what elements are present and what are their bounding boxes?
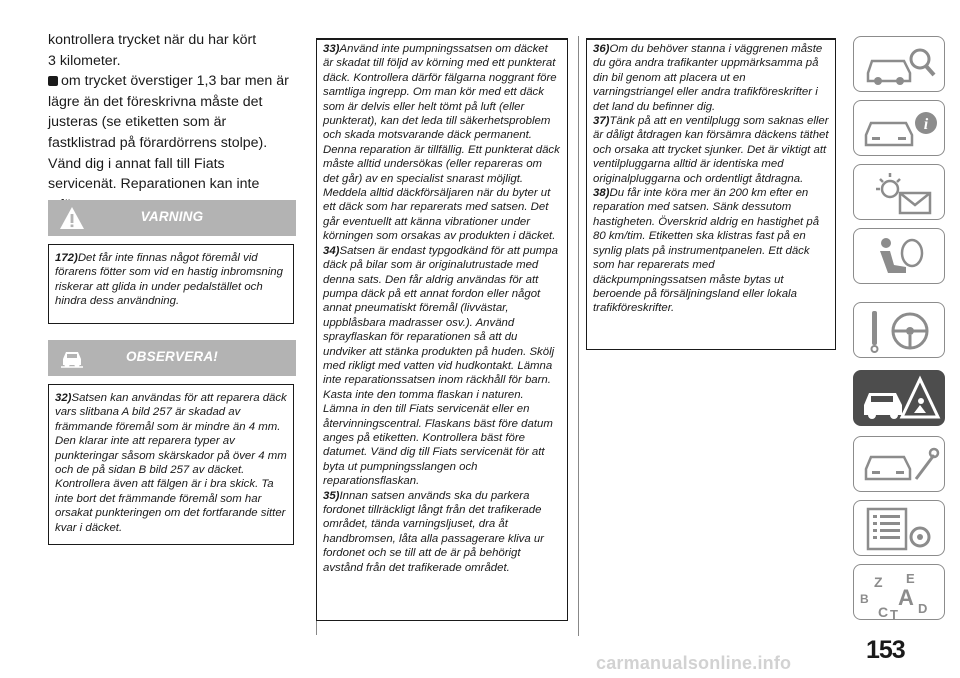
index-letter-b: B	[860, 592, 869, 606]
sidebar-tab-index[interactable]	[853, 564, 945, 620]
notice-title: OBSERVERA!	[125, 349, 218, 364]
note-38: 38)Du får inte köra mer än 200 km efter en reparation med satsen. Sänk dessutom hastigheten. Överskrid aldrig en hastighet på 80 km/tim. Etiketten ska klistras fast på en synlig plats på instrumentpanelen. Ett däck som har reparerats med däckpumpningssatsen måste bytas ut beroende på försäljningsland eller lokala trafikföreskrifter.	[593, 187, 820, 315]
car-service-icon	[854, 437, 946, 493]
column-divider	[578, 36, 579, 636]
sidebar-tab-driving[interactable]	[853, 302, 945, 358]
warning-lights-icon	[854, 165, 946, 221]
warning-header	[48, 200, 296, 236]
notice-text: 32)Satsen kan användas för att reparera däck vars slitbana A bild 257 är skadad av främmande föremål som är mindre än 4 mm. Den klarar inte att reparera typer av punkteringar såsom skärskador på över 4 mm och de på sidan B bild 257 av däcket. Kontrollera även att fälgen är i bra skick. Ta inte bort det främmande föremål som har orsakat punkteringen om det fortfarande sitter kvar i däcket.	[55, 392, 287, 534]
watermark: carmanualsonline.info	[596, 653, 792, 673]
index-letter-d: D	[918, 601, 928, 616]
intro-line-2: 3 kilometer.	[48, 52, 121, 69]
specifications-list-icon	[854, 501, 946, 557]
index-letter-t: T	[890, 607, 898, 621]
emergency-car-triangle-icon	[854, 371, 946, 427]
note-37: 37)Tänk på att en ventilplugg som saknas eller är dåligt åtdragen kan försämra däckens täthet och orsaka att trycket sjunker. Det är viktigt att ventilpluggarna alltid är identiska med originalpluggarna och ordentligt åtdragna.	[593, 115, 829, 185]
steering-wheel-icon	[854, 303, 946, 359]
sidebar-tab-emergency[interactable]	[853, 370, 945, 426]
note-36: 36)Om du behöver stanna i väggrenen måste du göra andra trafikanter uppmärksamma på din bil genom att placera ut en varningstriangel eller andra trafikföreskrifter i det land du befinner dig.	[593, 43, 823, 113]
notice-box	[48, 384, 294, 545]
car-info-icon	[854, 101, 946, 157]
intro-column	[48, 30, 296, 215]
note-33: 33)Använd inte pumpningssatsen om däcket är skadat till följd av körning med ett punkterat däck. Kontrollera därför fälgarna noggrant före samtliga ingrepp. Om man kör med ett däck som är delvis eller helt tömt på luft (eller punkterat), kan det leda till säkerhetsproblem och skada motsvarande däck permanent. Denna reparation är tillfällig. Ett punkterat däck måste alltid undersökas (eller repareras om det går) av en specialist snarast möjligt. Meddela alltid däckförsäljaren när du byter ut ett däck som har reparerats med satsen. Det går eventuellt att känna vibrationer under körningen som orsakas av produkten i däcket.	[323, 43, 560, 243]
bullet-square-icon	[48, 76, 58, 86]
note-34: 34)Satsen är endast typgodkänd för att pumpa däck på bilar som är originalutrustade med denna sats. Den får aldrig användas för att pumpa däck på ett annat fordon eller något annat pneumatiskt föremål (livvästar, uppblåsbara madrasser osv.). Använd sprayflaskan för reparationen så att du undviker att stänka produkten på huden. Skölj med rikligt med vatten vid hudkontakt. Lämna inte reparationssatsen inom räckhåll för barn. Kasta inte den tomma flaskan i naturen. Lämna in den till Fiats servicenät eller en återvinningscentral. Flaskans bäst före datum anges på etiketten. Kontrollera bäst före datumet. Vänd dig till Fiats servicenät för att byta ut pumpningsslangen och reparationsflaskan.	[323, 244, 558, 488]
notes-column-2	[316, 38, 568, 621]
sidebar-tab-car-info[interactable]	[853, 100, 945, 156]
intro-bullet-line: om trycket överstiger 1,3 bar men är	[48, 71, 296, 92]
sidebar-tab-specifications[interactable]	[853, 500, 945, 556]
column2-left-rule	[316, 621, 317, 635]
index-letter-c: C	[878, 604, 889, 620]
index-letter-a: A	[898, 585, 914, 610]
warning-box	[48, 244, 294, 324]
page-number: 153	[866, 636, 905, 664]
warning-title: VARNING	[140, 209, 204, 224]
alphabet-index-icon	[854, 565, 946, 621]
index-letter-z: Z	[874, 574, 883, 590]
airbag-seat-icon	[854, 229, 946, 285]
sidebar-tab-car-overview[interactable]	[853, 36, 945, 92]
sidebar-tab-warning-lights[interactable]	[853, 164, 945, 220]
notes-column-3	[586, 38, 836, 350]
car-magnifier-icon	[854, 37, 946, 93]
note-35: 35)Innan satsen används ska du parkera fordonet tillräckligt långt från det trafikerade området, tända varningsljuset, dra åt handbromsen, låta alla passagerare kliva ur fordonet och se till att de är på behörigt avstånd från det trafikerade området.	[323, 489, 544, 574]
index-letter-e: E	[906, 571, 915, 586]
warning-text: 172)Det får inte finnas något föremål vid förarens fötter som vid en hastig inbromsning riskerar att glida in under pedalstället och hindra dess användning.	[55, 252, 283, 308]
notice-header	[48, 340, 296, 376]
intro-rest: lägre än det föreskrivna måste det justeras (se etiketten som är fastklistrad på förardörrens stolpe). Vänd dig i annat fall till Fiats servicenät. Reparationen kan inte	[48, 93, 268, 193]
sidebar-tab-safety[interactable]	[853, 228, 945, 284]
intro-line-1: kontrollera trycket när du har kört	[48, 32, 257, 48]
svg-text:i: i	[923, 116, 929, 133]
sidebar-tab-maintenance[interactable]	[853, 436, 945, 492]
